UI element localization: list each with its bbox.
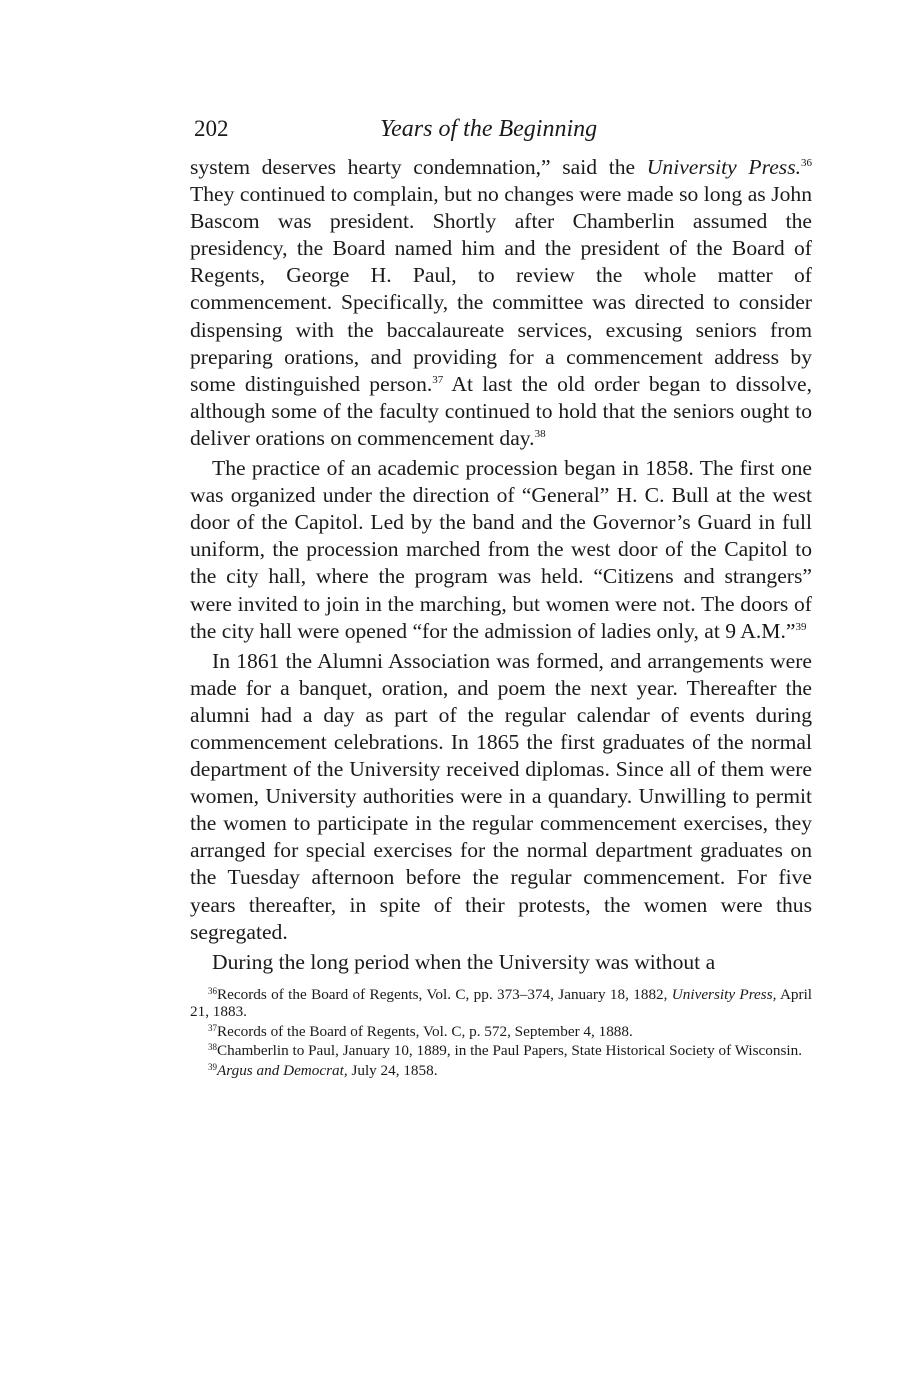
text-run: At last the old order began to dissolve, although some of the faculty continued to hold that the seniors ought to deliver orations on commencement day. — [190, 371, 812, 450]
text-run: During the long period when the University was without a — [212, 949, 716, 974]
text-run: system deserves hearty condemnation,” said the — [190, 155, 647, 179]
text-run: April 21, 1883. — [190, 985, 813, 1021]
running-title: Years of the Beginning — [380, 116, 598, 142]
running-head — [190, 112, 812, 148]
book-page — [190, 112, 812, 1081]
paragraph — [190, 455, 812, 645]
footnote — [190, 1062, 812, 1080]
footnotes — [190, 986, 812, 1080]
paragraph — [190, 949, 812, 976]
note-reference: 38 — [208, 1042, 217, 1053]
note-reference: 36 — [208, 985, 217, 996]
text-run: The practice of an academic procession began in 1858. The first one was organized under the direction of “General” H. C. Bull at the west door of the Capitol. Led by the band and the Governor’s Guard in full uniform, the procession marched from the west door of the Capitol to the city hall, where the program was held. “Citizens and strangers” were invited to join in the marching, but women were not. The doors of the city hall were opened “for the admission of ladies only, at 9 A.M.” — [190, 456, 812, 643]
text-run: They continued to complain, but no changes were made so long as John Bascom was president. Shortly after Chamberlin assumed the presidency, the Board named him and the president of the Board of Regents, George H. Paul, to review the whole matter of commencement. Specifically, the committee was directed to consider dispensing with the baccalaureate services, excusing seniors from preparing orations, and providing for a commencement address by some distinguished person. — [190, 182, 812, 396]
note-reference: 37 — [208, 1022, 217, 1033]
page-number: 202 — [194, 116, 229, 141]
body-text — [190, 154, 812, 976]
note-reference: 39 — [795, 620, 807, 633]
italic-text: University Press, — [671, 985, 777, 1003]
paragraph — [190, 648, 812, 946]
text-run: Records of the Board of Regents, Vol. C, pp. 373–374, January 18, 1882, — [217, 985, 672, 1003]
paragraph — [190, 154, 812, 452]
text-run: In 1861 the Alumni Association was formed, and arrangements were made for a banquet, oration, and poem the next year. Thereafter the alumni had a day as part of the regular calendar of events during commencement celebrations. In 1865 the first graduates of the normal department of the University received diplomas. Since all of them were women, University authorities were in a quandary. Unwilling to permit the women to participate in the regular commencement exercises, they arranged for special exercises for the normal department graduates on the Tuesday afternoon before the regular commencement. For five years thereafter, in spite of their protests, the women were thus segregated. — [190, 648, 812, 944]
note-reference: 37 — [432, 373, 444, 386]
text-run: July 24, 1858. — [347, 1061, 438, 1079]
footnote — [190, 1023, 812, 1041]
footnote — [190, 986, 812, 1021]
italic-text: University Press. — [646, 155, 801, 179]
text-run: Chamberlin to Paul, January 10, 1889, in the Paul Papers, State Historical Society of Wisconsin. — [217, 1042, 803, 1060]
italic-text: Argus and Democrat, — [217, 1061, 348, 1079]
note-reference: 39 — [208, 1061, 217, 1072]
note-reference: 36 — [801, 157, 812, 169]
note-reference: 38 — [534, 427, 546, 440]
text-run: Records of the Board of Regents, Vol. C, p. 572, September 4, 1888. — [217, 1022, 633, 1040]
footnote — [190, 1042, 812, 1060]
